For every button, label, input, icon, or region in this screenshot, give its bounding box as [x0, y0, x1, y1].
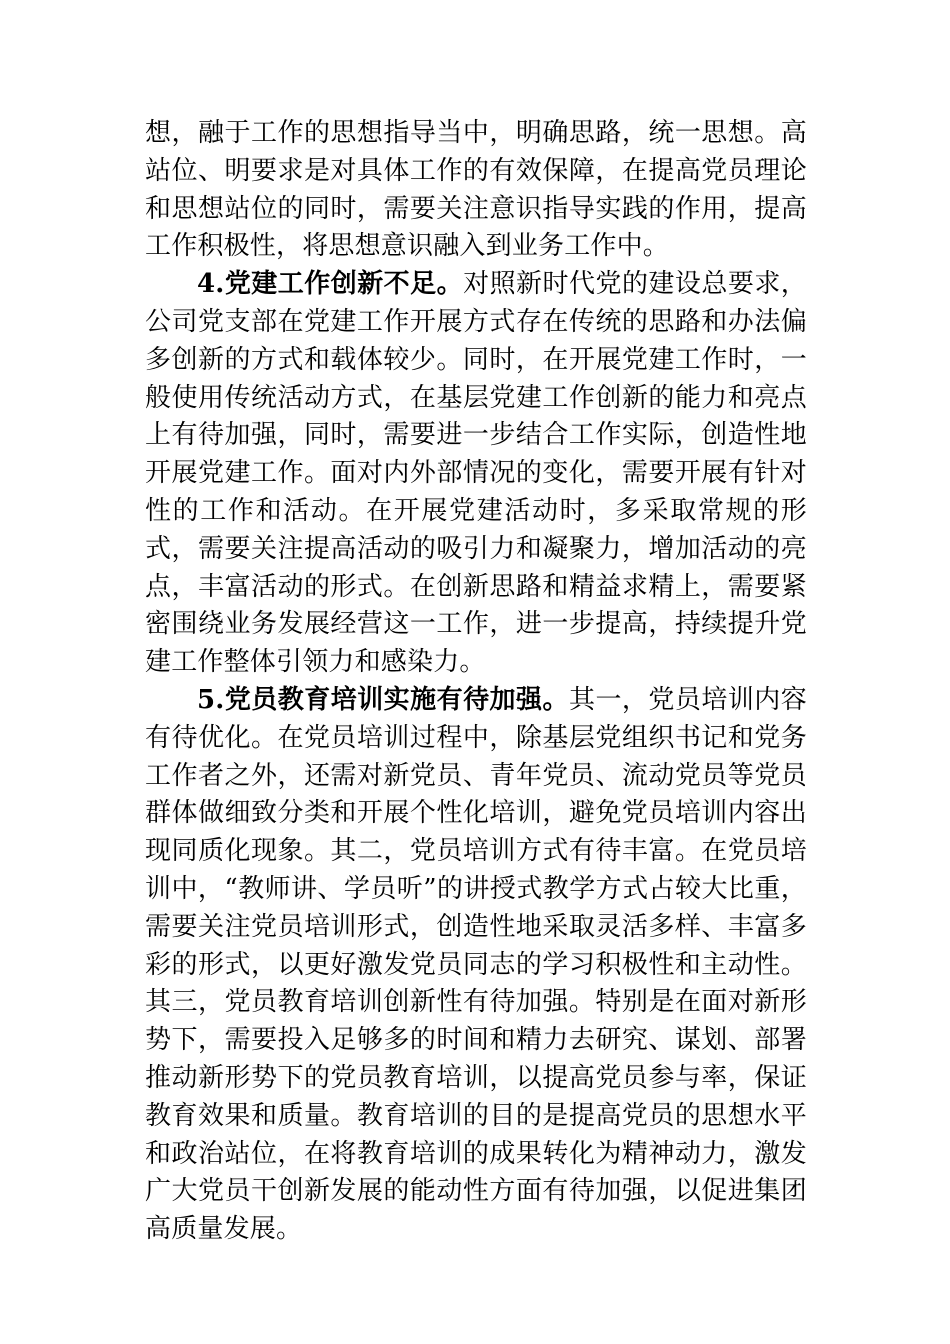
section-heading: 5.党员教育培训实施有待加强。 [197, 684, 569, 715]
paragraph-body: 对照新时代党的建设总要求，公司党支部在党建工作开展方式存在传统的思路和办法偏多创新的方式和载体较少。同时，在开展党建工作时，一般使用传统活动方式，在基层党建工作创新的能力和亮点上有待加强，同时，需要进一步结合工作实际，创造性地开展党建工作。面对内外部情况的变化，需要开展有针对性的工作和活动。在开展党建活动时，多采取常规的形式，需要关注提高活动的吸引力和凝聚力，增加活动的亮点，丰富活动的形式。在创新思路和精益求精上，需要紧密围绕业务发展经营这一工作，进一步提高，持续提升党建工作整体引领力和感染力。 [145, 269, 807, 678]
paragraph-body: 想，融于工作的思想指导当中，明确思路，统一思想。高站位、明要求是对具体工作的有效保障，在提高党员理论和思想站位的同时，需要关注意识指导实践的作用，提高工作积极性，将思想意识融入到业务工作中。 [145, 118, 807, 262]
paragraph-section-5 [145, 682, 807, 1249]
paragraph-section-4 [145, 266, 807, 682]
section-heading: 4.党建工作创新不足。 [197, 269, 464, 300]
paragraph-body: 其一，党员培训内容有待优化。在党员培训过程中，除基层党组织书记和党务工作者之外，还需对新党员、青年党员、流动党员等党员群体做细致分类和开展个性化培训，避免党员培训内容出现同质化现象。其二，党员培训方式有待丰富。在党员培训中，“教师讲、学员听”的讲授式教学方式占较大比重，需要关注党员培训形式，创造性地采取灵活多样、丰富多彩的形式，以更好激发党员同志的学习积极性和主动性。其三，党员教育培训创新性有待加强。特别是在面对新形势下，需要投入足够多的时间和精力去研究、谋划、部署推动新形势下的党员教育培训，以提高党员参与率，保证教育效果和质量。教育培训的目的是提高党员的思想水平和政治站位，在将教育培训的成果转化为精神动力，激发广大党员干创新发展的能动性方面有待加强，以促进集团高质量发展。 [145, 684, 807, 1245]
document-page [145, 115, 807, 1249]
paragraph-continuation [145, 115, 807, 266]
